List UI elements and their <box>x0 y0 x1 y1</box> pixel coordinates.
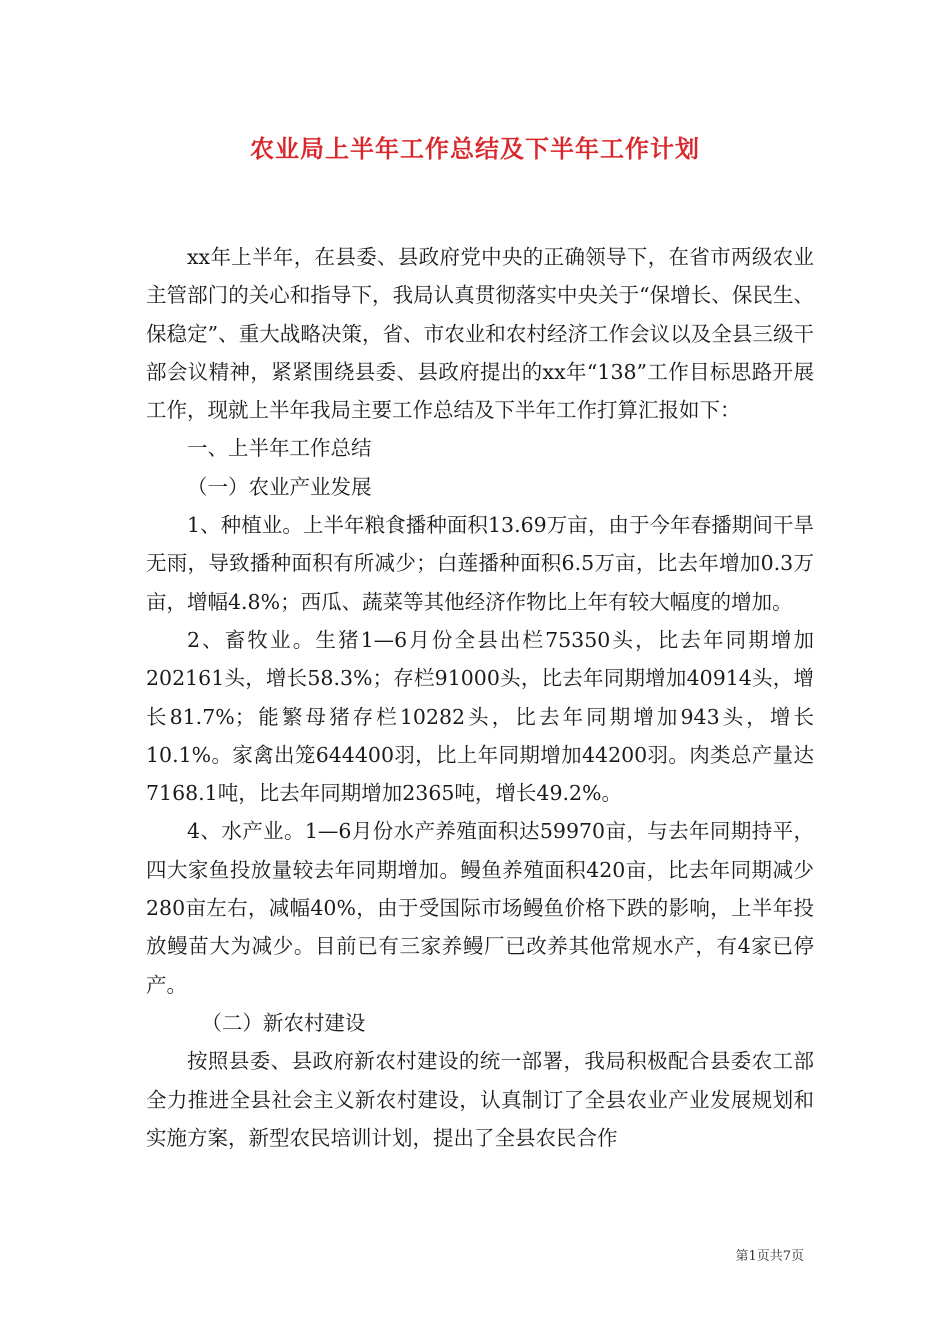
subsection-heading-1: （一）农业产业发展 <box>187 474 372 499</box>
paragraph-intro: xx年上半年，在县委、县政府党中央的正确领导下，在省市两级农业主管部门的关心和指导下，我局认真贯彻落实中央关于“保增长、保民生、保稳定”、重大战略决策，省、市农业和农村经济工作会议以及全县三级干部会议精神，紧紧围绕县委、县政府提出的xx年“138”工作目标思路开展工作，现就上半年我局主要工作总结及下半年工作打算汇报如下： <box>146 245 814 423</box>
document-body <box>146 238 814 1157</box>
paragraph-aquaculture: 4、水产业。1—6月份水产养殖面积达59970亩，与去年同期持平，四大家鱼投放量较去年同期增加。鳗鱼养殖面积420亩，比去年同期减少280亩左右，减幅40%，由于受国际市场鳗鱼价格下跌的影响，上半年投放鳗苗大为减少。目前已有三家养鳗厂已改养其他常规水产，有4家已停产。 <box>146 819 814 997</box>
paragraph-livestock: 2、畜牧业。生猪1—6月份全县出栏75350头，比去年同期增加202161头，增长58.3%；存栏91000头，比去年同期增加40914头，增长81.7%；能繁母猪存栏10282头，比去年同期增加943头，增长10.1%。家禽出笼644400羽，比上年同期增加44200羽。肉类总产量达7168.1吨，比去年同期增加2365吨，增长49.2%。 <box>146 627 814 806</box>
paragraph-new-countryside: 按照县委、县政府新农村建设的统一部署，我局积极配合县委农工部全力推进全县社会主义新农村建设，认真制订了全县农业产业发展规划和实施方案，新型农民培训计划，提出了全县农民合作 <box>146 1049 814 1150</box>
subsection-heading-2: （二）新农村建设 <box>201 1010 366 1035</box>
document-title: 农业局上半年工作总结及下半年工作计划 <box>250 134 700 163</box>
paragraph-planting: 1、种植业。上半年粮食播种面积13.69万亩，由于今年春播期间干旱无雨，导致播种面积有所减少；白莲播种面积6.5万亩，比去年增加0.3万亩，增幅4.8%；西瓜、蔬菜等其他经济作物比上年有较大幅度的增加。 <box>146 513 814 614</box>
page-number: 第1页共7页 <box>735 1249 804 1264</box>
section-heading-1: 一、上半年工作总结 <box>187 436 372 461</box>
